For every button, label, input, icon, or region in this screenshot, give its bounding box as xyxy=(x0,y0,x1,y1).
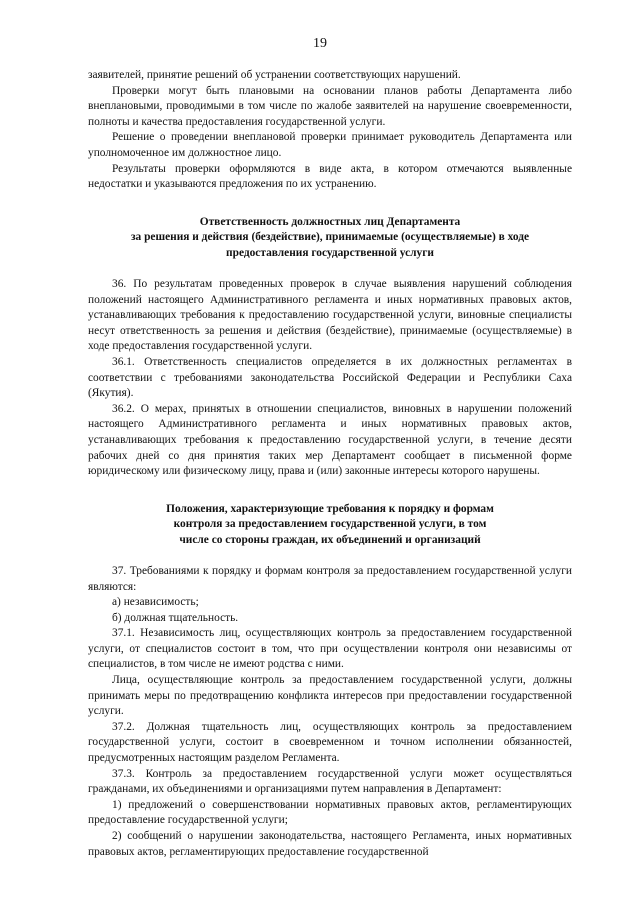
heading-line: Положения, характеризующие требования к порядку и формам xyxy=(166,502,494,515)
heading-line: предоставления государственной услуги xyxy=(226,246,434,259)
paragraph-37-1: 37.1. Независимость лиц, осуществляющих контроль за предоставлением государственной услуги, от специалистов состоит в том, что при осуществлении контроля они независимы от специалистов, в том числе не имеют родства с ними. xyxy=(88,627,572,671)
paragraph-36-2: 36.2. О мерах, принятых в отношении специалистов, виновных в нарушении положений настоящего Административного регламента и иных нормативных правовых актов, устанавливающих требования к предоставлению государственной услуги, в течение десяти рабочих дней со дня принятия таких мер Департамент сообщает в письменной форме юридическому или физическому лицу, права и (или) законные интересы которого нарушены. xyxy=(88,402,572,478)
section-heading-responsibility xyxy=(88,215,572,261)
paragraph-37-3: 37.3. Контроль за предоставлением государственной услуги может осуществляться гражданами, их объединениями и организациями путем направления в Департамент: xyxy=(88,767,572,796)
heading-line: числе со стороны граждан, их объединений и организаций xyxy=(179,533,481,546)
heading-line: контроля за предоставлением государственной услуги, в том xyxy=(173,518,487,531)
intro-paragraph-1: заявителей, принятие решений об устранении соответствующих нарушений. xyxy=(88,69,461,81)
paragraph-37-2: 37.2. Должная тщательность лиц, осуществляющих контроль за предоставлением государственной услуги, состоит в своевременном и точном исполнении обязанностей, предусмотренных настоящим разделом Регламента. xyxy=(88,720,572,765)
paragraph-36-1: 36.1. Ответственность специалистов определяется в их должностных регламентах в соответствии с требованиями законодательства Российской Федерации и Республики Саха (Якутия). xyxy=(88,355,572,400)
list-item-1: 1) предложений о совершенствовании нормативных правовых актов, регламентирующих предоставление государственной услуги; xyxy=(88,798,572,827)
heading-line: за решения и действия (бездействие), принимаемые (осуществляемые) в ходе xyxy=(130,231,530,244)
document-body xyxy=(88,68,572,860)
list-item-2: 2) сообщений о нарушении законодательства, настоящего Регламента, иных нормативных правовых актов, регламентирующих предоставление государственной xyxy=(88,830,572,858)
intro-paragraph-4: Результаты проверки оформляются в виде акта, в котором отмечаются выявленные недостатки и указываются предложения по их устранению. xyxy=(88,162,572,191)
intro-paragraph-3: Решение о проведении внеплановой проверки принимает руководитель Департамента или уполномоченное им должностное лицо. xyxy=(88,131,572,159)
spacer xyxy=(88,193,572,215)
paragraph-36: 36. По результатам проведенных проверок в случае выявления нарушений соблюдения положений настоящего Административного регламента и иных нормативных правовых актов, устанавливающих требования к предоставлению государственной услуги, виновные специалисты несут ответственность за решения и действия (бездействие), принимаемые (осуществляемые) в ходе предоставления государственной услуги. xyxy=(88,277,572,353)
paragraph-37-1-cont: Лица, осуществляющие контроль за предоставлением государственной услуги, должны принимать меры по предотвращению конфликта интересов при предоставлении государственной услуги. xyxy=(88,674,572,718)
list-item-a: а) независимость; xyxy=(112,596,199,609)
spacer xyxy=(88,548,572,564)
paragraph-37: 37. Требованиями к порядку и формам контроля за предоставлением государственной услуги являются: xyxy=(88,564,572,593)
list-item-b: б) должная тщательность. xyxy=(112,611,239,624)
intro-paragraph-2: Проверки могут быть плановыми на основании планов работы Департамента либо внеплановыми, проводимыми в том числе по жалобе заявителей на нарушение своевременности, полноты и качества предоставления государственной услуги. xyxy=(88,84,572,128)
heading-line: Ответственность должностных лиц Департамента xyxy=(199,215,461,228)
page-number: 19 xyxy=(313,36,327,51)
spacer xyxy=(88,480,572,502)
spacer xyxy=(88,261,572,277)
section-heading-control-requirements xyxy=(88,502,572,548)
